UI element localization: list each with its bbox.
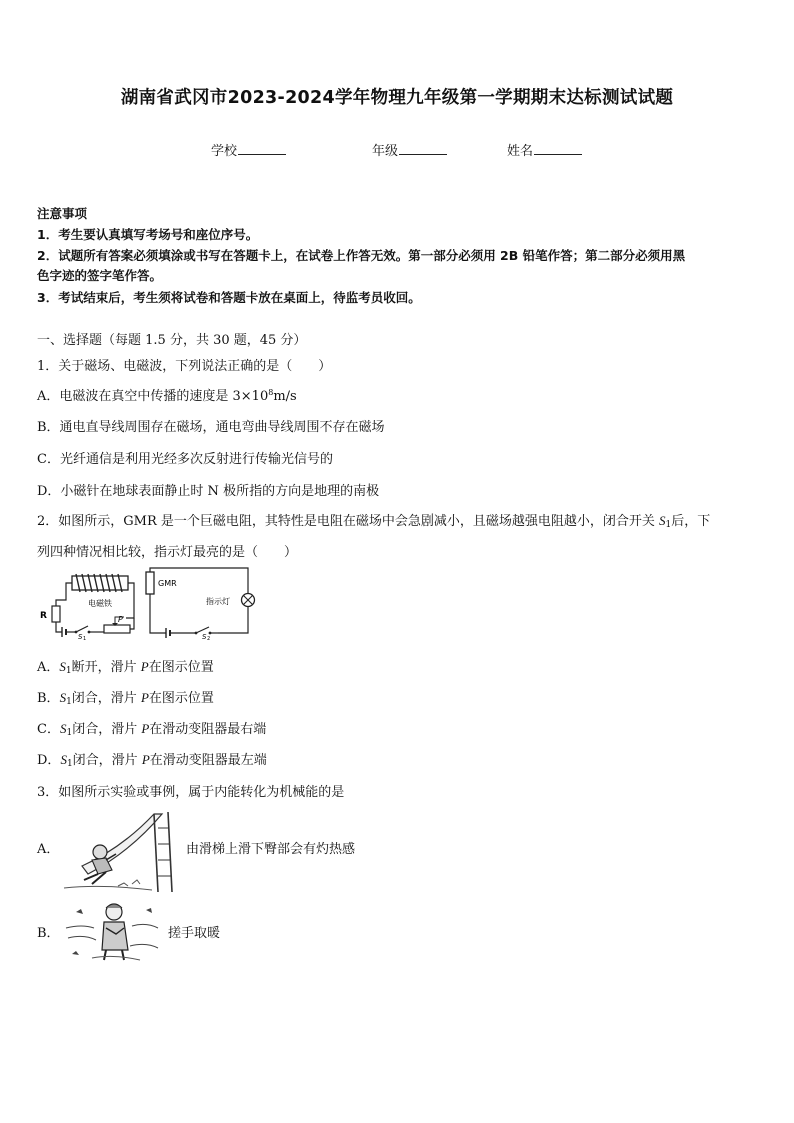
slide-illustration xyxy=(62,808,182,896)
q1-option-a-text: A．电磁波在真空中传播的速度是 3×10 xyxy=(37,389,269,404)
q2-option-a-mid: 断开，滑片 xyxy=(71,660,141,675)
q2-option-b-letter: B． xyxy=(37,691,60,706)
switch-s2-label: S xyxy=(202,633,207,640)
notice-heading: 注意事项 xyxy=(37,206,88,221)
grade-label: 年级 xyxy=(372,144,399,159)
notice-item-3: 3．考试结束后，考生须将试卷和答题卡放在桌面上，待监考员收回。 xyxy=(37,290,421,305)
q2-option-a-switch: S xyxy=(59,659,66,674)
q2-option-c-mid: 闭合，滑片 xyxy=(72,722,142,737)
q2-stem-text-end: 后，下 xyxy=(671,514,711,529)
lamp-label: 指示灯 xyxy=(206,597,230,606)
q1-option-c: C．光纤通信是利用光经多次反射进行传输光信号的 xyxy=(37,452,333,467)
q2-option-a-letter: A． xyxy=(37,660,60,675)
q2-option-c-switch: S xyxy=(59,721,67,736)
slide-rheostat xyxy=(104,625,130,633)
notice-item-2-line-1: 2．试题所有答案必须填涂或书写在答题卡上，在试卷上作答无效。第一部分必须用 2B 铅笔作答；第二部分必须用黑 xyxy=(37,248,686,263)
q3-option-b-letter: B． xyxy=(37,926,60,941)
switch-s2-sub: 2 xyxy=(207,636,211,640)
section-heading: 一、选择题（每题 1.5 分，共 30 题，45 分） xyxy=(37,333,307,348)
electromagnet-label: 电磁铁 xyxy=(88,599,112,608)
q2-option-c-slider: P xyxy=(141,721,150,736)
school-label: 学校 xyxy=(211,144,238,159)
notice-item-2-line-2: 色字迹的签字笔作答。 xyxy=(37,268,163,283)
q2-option-b xyxy=(37,687,214,707)
q2-option-c-end: 在滑动变阻器最右端 xyxy=(149,722,267,737)
q1-option-d: D．小磁针在地球表面静止时 N 极所指的方向是地理的南极 xyxy=(37,484,380,499)
q2-option-d-slider: P xyxy=(141,752,150,767)
rubbing-hands-illustration xyxy=(62,898,162,962)
q1-option-a-exponent: 8 xyxy=(268,388,274,397)
q2-option-b-slider: P xyxy=(140,690,149,705)
q2-option-d-letter: D． xyxy=(37,753,61,768)
gmr-circuit-diagram xyxy=(38,566,268,640)
q2-option-c-switch-sub: 1 xyxy=(66,728,73,738)
q2-stem-line-2: 列四种情况相比较，指示灯最亮的是（ ） xyxy=(37,545,298,560)
q2-stem-switch-sub: 1 xyxy=(665,520,672,530)
q2-option-a xyxy=(37,656,214,676)
q3-stem: 3．如图所示实验或事例，属于内能转化为机械能的是 xyxy=(37,785,345,800)
q2-option-b-switch-sub: 1 xyxy=(66,697,72,707)
grade-blank[interactable] xyxy=(399,142,447,155)
switch-s1-sub: 1 xyxy=(83,636,87,640)
q2-option-d xyxy=(37,749,267,769)
q2-stem-switch-symbol: S xyxy=(659,513,666,528)
q2-stem-line-1 xyxy=(37,510,710,530)
q2-option-d-end: 在滑动变阻器最左端 xyxy=(149,753,267,768)
q2-option-b-end: 在图示位置 xyxy=(148,691,214,706)
switch-s1-label: S xyxy=(78,633,83,640)
q1-stem: 1．关于磁场、电磁波，下列说法正确的是（ ） xyxy=(37,359,332,374)
school-field xyxy=(211,140,286,159)
q2-option-c xyxy=(37,718,266,738)
q2-option-a-end: 在图示位置 xyxy=(148,660,214,675)
school-blank[interactable] xyxy=(238,142,286,155)
slider-p-label: P xyxy=(118,615,123,624)
q2-option-d-switch: S xyxy=(60,752,67,767)
q1-option-a-unit: m/s xyxy=(273,389,297,404)
q2-option-d-switch-sub: 1 xyxy=(66,759,73,769)
name-field xyxy=(507,140,582,159)
q1-option-a xyxy=(37,385,297,404)
notice-item-1: 1．考生要认真填写考场号和座位序号。 xyxy=(37,227,259,242)
q2-option-b-switch: S xyxy=(59,690,67,705)
q2-option-a-slider: P xyxy=(140,659,149,674)
page-title: 湖南省武冈市2023-2024学年物理九年级第一学期期末达标测试试题 xyxy=(120,88,674,108)
q3-option-b-text: 搓手取暖 xyxy=(168,926,221,941)
q2-option-d-mid: 闭合，滑片 xyxy=(72,753,142,768)
q2-option-b-mid: 闭合，滑片 xyxy=(71,691,141,706)
q2-stem-text: 2．如图所示，GMR 是一个巨磁电阻，其特性是电阻在磁场中会急剧减小，且磁场越强电阻越小，闭合开关 xyxy=(37,514,660,529)
q2-option-a-switch-sub: 1 xyxy=(65,666,72,676)
q3-option-a-letter: A． xyxy=(37,842,60,857)
gmr-label: GMR xyxy=(158,579,177,588)
q1-option-b: B．通电直导线周围存在磁场，通电弯曲导线周围不存在磁场 xyxy=(37,420,385,435)
grade-field xyxy=(372,140,447,159)
resistor-r xyxy=(52,606,60,622)
switch-s1 xyxy=(76,626,88,632)
q2-option-c-letter: C． xyxy=(37,722,60,737)
name-blank[interactable] xyxy=(534,142,582,155)
name-label: 姓名 xyxy=(507,144,534,159)
q3-option-a-text: 由滑梯上滑下臀部会有灼热感 xyxy=(186,842,356,857)
gmr-element xyxy=(146,572,154,594)
resistor-label: R xyxy=(40,611,47,621)
